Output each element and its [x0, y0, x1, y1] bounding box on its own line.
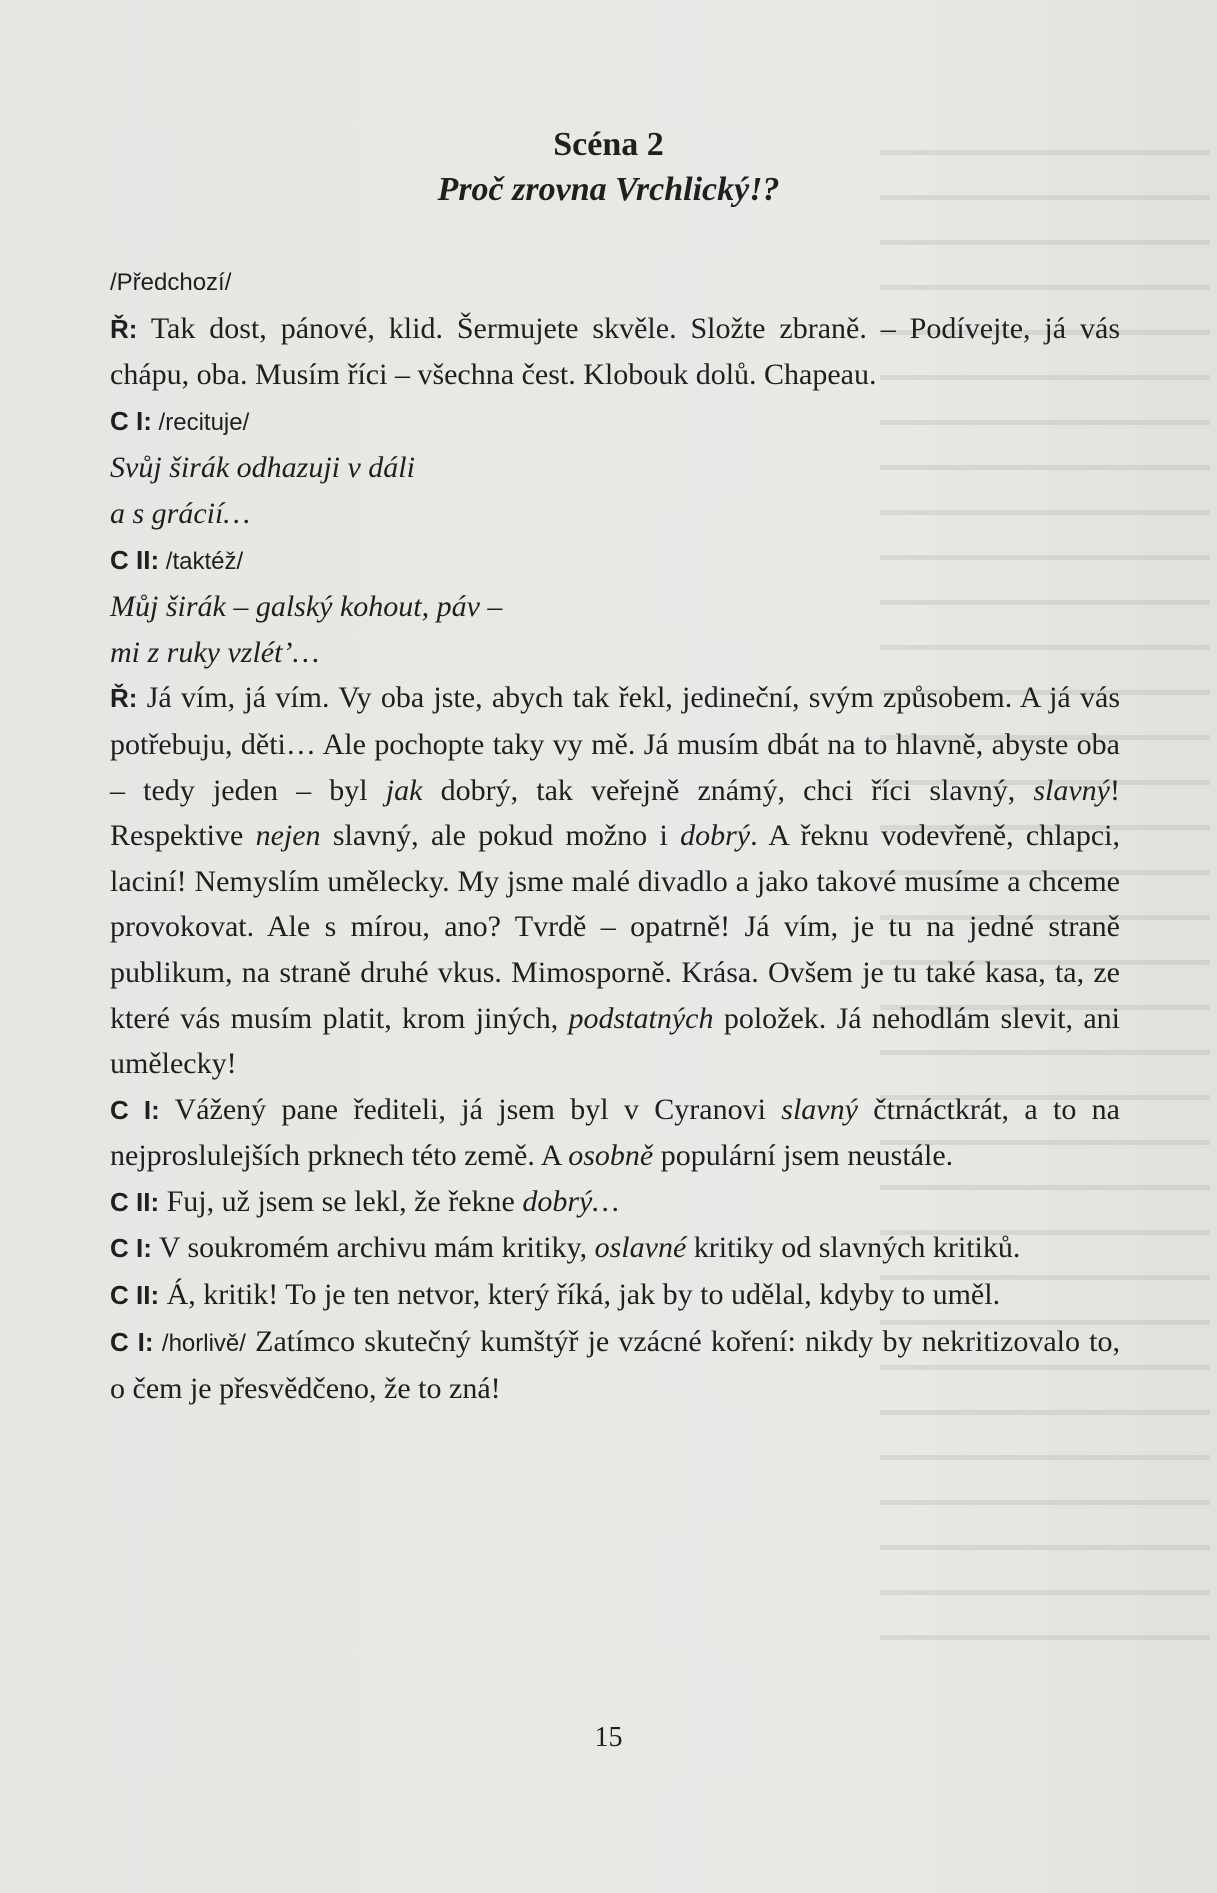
dialogue-text — [110, 258, 1120, 1412]
emphasis-text: podstatných — [568, 1001, 714, 1035]
stage-direction: /horlivě/ — [153, 1329, 246, 1357]
speech-paragraph — [110, 306, 1120, 398]
speech-text: Tak dost, pánové, klid. Šermujete skvěle. Složte zbraně. – Podívejte, já vás chápu, oba. Musím říci – všechna čest. Klobouk dolů. Chapeau. — [110, 311, 1120, 392]
scene-subtitle: Proč zrovna Vrchlický!? — [437, 171, 780, 208]
speech-paragraph — [110, 537, 1120, 585]
speaker-label: C II: — [110, 1280, 160, 1311]
speaker-label: Ř: — [110, 683, 138, 714]
speech-paragraph — [110, 1179, 1120, 1226]
verse-line: Můj širák – galský kohout, páv – — [110, 590, 503, 624]
speaker-label: C I: — [110, 1233, 152, 1264]
speech-text: slavný, ale pokud možno i — [320, 819, 681, 853]
speech-paragraph — [110, 1272, 1120, 1319]
emphasis-text: nejen — [255, 819, 321, 853]
speech-paragraph — [110, 1087, 1120, 1179]
stage-direction: /recituje/ — [151, 408, 250, 436]
emphasis-text: dobrý… — [522, 1184, 620, 1218]
speech-paragraph — [110, 1225, 1120, 1272]
emphasis-text: dobrý — [680, 819, 751, 853]
speech-text: . A řeknu vodevřeně, chlapci, laciní! Nemyslím umělecky. My jsme malé divadlo a jako takové musíme a chceme provokovat. Ale s mírou, ano? Tvrdě – opatrně! Já vím, je tu na jedné straně publikum, na straně druhé vkus. Mimosporně. Krása. Ovšem je tu také kasa, ta, ze které vás musím platit, krom jiných, — [110, 819, 1120, 1035]
emphasis-text: jak — [385, 773, 423, 807]
speech-text: dobrý, tak veřejně známý, chci říci slavný, — [422, 773, 1034, 807]
speech-text: populární jsem neustále. — [653, 1139, 954, 1173]
emphasis-text: oslavné — [594, 1231, 687, 1265]
speaker-label: C II: — [110, 1186, 160, 1217]
emphasis-text: osobně — [568, 1139, 654, 1173]
speech-text: Á, kritik! To je ten netvor, který říká, jak by to udělal, kdyby to uměl. — [159, 1278, 1001, 1312]
speech-paragraph — [110, 675, 1120, 1086]
emphasis-text: slavný — [781, 1092, 858, 1126]
scene-title: Scéna 2 — [553, 126, 664, 163]
speaker-label: Ř: — [110, 313, 138, 344]
speech-text: Vážený pane řediteli, já jsem byl v Cyranovi — [159, 1092, 782, 1126]
speech-paragraph — [110, 398, 1120, 446]
speaker-label: C I: — [110, 1326, 154, 1357]
speech-paragraph — [110, 1319, 1120, 1412]
emphasis-text: slavný — [1033, 773, 1110, 807]
verse-line: Svůj širák odhazuji v dáli — [110, 451, 415, 485]
stage-direction: /taktéž/ — [159, 547, 244, 575]
stage-direction: /Předchozí/ — [110, 269, 232, 296]
stage-direction-paragraph — [110, 258, 1120, 306]
speech-text: kritiky od slavných kritiků. — [686, 1231, 1021, 1265]
speech-text: Fuj, už jsem se lekl, že řekne — [159, 1184, 523, 1218]
speech-text: ! Respektive — [110, 773, 1120, 853]
page-number: 15 — [594, 1722, 623, 1753]
speech-text: položek. Já nehodlám slevit, ani umělecky! — [110, 1001, 1121, 1081]
speech-text: V soukromém archivu mám kritiky, — [151, 1231, 595, 1265]
speech-text: čtrnáctkrát, a to na nejproslulejších prknech této země. A — [110, 1092, 1120, 1173]
speaker-label: C I: — [110, 405, 152, 436]
verse-line: mi z ruky vzlét’… — [110, 635, 320, 669]
verse-line: a s grácií… — [110, 496, 251, 530]
speaker-label: C I: — [110, 1094, 160, 1125]
speech-text: Zatímco skutečný kumštýř je vzácné koření: nikdy by nekritizovalo to, o čem je přesvědčeno, že to zná! — [110, 1324, 1120, 1406]
speech-text: Já vím, já vím. Vy oba jste, abych tak řekl, jedineční, svým způsobem. A já vás potřebuju, děti… Ale pochopte taky vy mě. Já musím dbát na to hlavně, abyste oba – tedy jeden – byl — [110, 681, 1120, 807]
speaker-label: C II: — [110, 544, 160, 575]
